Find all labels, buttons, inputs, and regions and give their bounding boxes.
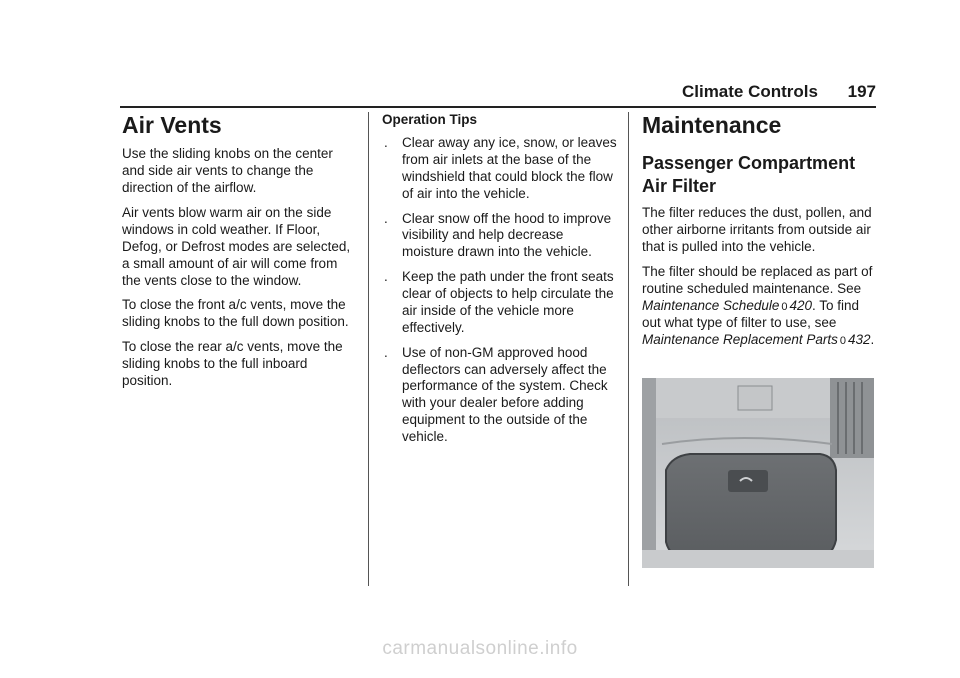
text-run: . To find out what type of filter to use, see [642, 297, 860, 330]
text-run: . [870, 331, 875, 347]
list-item-text: Keep the path under the front seats clear of objects to help circulate the air inside of the vehicle more effectively. [402, 269, 614, 335]
air-filter-paragraph [642, 264, 878, 348]
replacement-parts-link[interactable]: Maintenance Replacement Parts [642, 331, 838, 347]
section-title: Climate Controls [681, 82, 818, 101]
list-item [382, 135, 618, 203]
air-vents-column [122, 112, 354, 398]
air-vents-heading: Air Vents [122, 112, 222, 138]
text-run: The filter should be replaced as part of routine scheduled maintenance. See [642, 264, 873, 296]
operation-tips-heading: Operation Tips [382, 112, 478, 127]
list-item [382, 269, 618, 337]
list-item-text: Clear snow off the hood to improve visibility and help decrease moisture drawn into the vehicle. [402, 210, 612, 260]
air-vents-paragraph: To close the rear a/c vents, move the sliding knobs to the full inboard position. [122, 339, 343, 388]
air-filter-paragraph: The filter reduces the dust, pollen, and other airborne irritants from outside air that is pulled into the vehicle. [642, 205, 872, 255]
page-header [120, 82, 876, 104]
column-divider [368, 112, 369, 586]
list-item [382, 345, 618, 446]
operation-tips-list [382, 135, 618, 446]
glove-box-photo [642, 378, 874, 568]
page-reference-icon: 0 [781, 300, 788, 313]
page-reference[interactable]: 420 [789, 297, 813, 313]
operation-tips-column [382, 112, 618, 454]
air-vents-paragraph: Air vents blow warm air on the side windows in cold weather. If Floor, Defog, or Defrost modes are selected, a small amount of air will come from the vents close to the window. [122, 205, 351, 288]
air-vents-paragraph: To close the front a/c vents, move the sliding knobs to the full down position. [122, 297, 349, 330]
air-filter-heading: Passenger Compartment Air Filter [642, 153, 856, 196]
bullet: . [384, 344, 388, 360]
watermark: carmanualsonline.info [382, 638, 578, 659]
header-rule [120, 106, 876, 108]
maintenance-heading: Maintenance [642, 112, 782, 138]
bullet: . [384, 135, 388, 150]
page-reference[interactable]: 432 [847, 331, 871, 347]
list-item-text: Use of non-GM approved hood deflectors can adversely affect the performance of the system. Check with your dealer before adding equipment to the outside of the vehicle. [402, 344, 608, 444]
maintenance-column [642, 112, 878, 356]
bullet: . [384, 210, 388, 226]
page-reference-icon: 0 [839, 334, 846, 347]
column-divider [628, 112, 629, 586]
bullet: . [384, 269, 388, 285]
list-item-text: Clear away any ice, snow, or leaves from air inlets at the base of the windshield that could block the flow of air into the vehicle. [402, 135, 617, 201]
page-number: 197 [847, 82, 876, 101]
air-vents-paragraph: Use the sliding knobs on the center and side air vents to change the direction of the airflow. [122, 146, 333, 196]
maintenance-schedule-link[interactable]: Maintenance Schedule [642, 297, 780, 313]
list-item [382, 211, 618, 262]
